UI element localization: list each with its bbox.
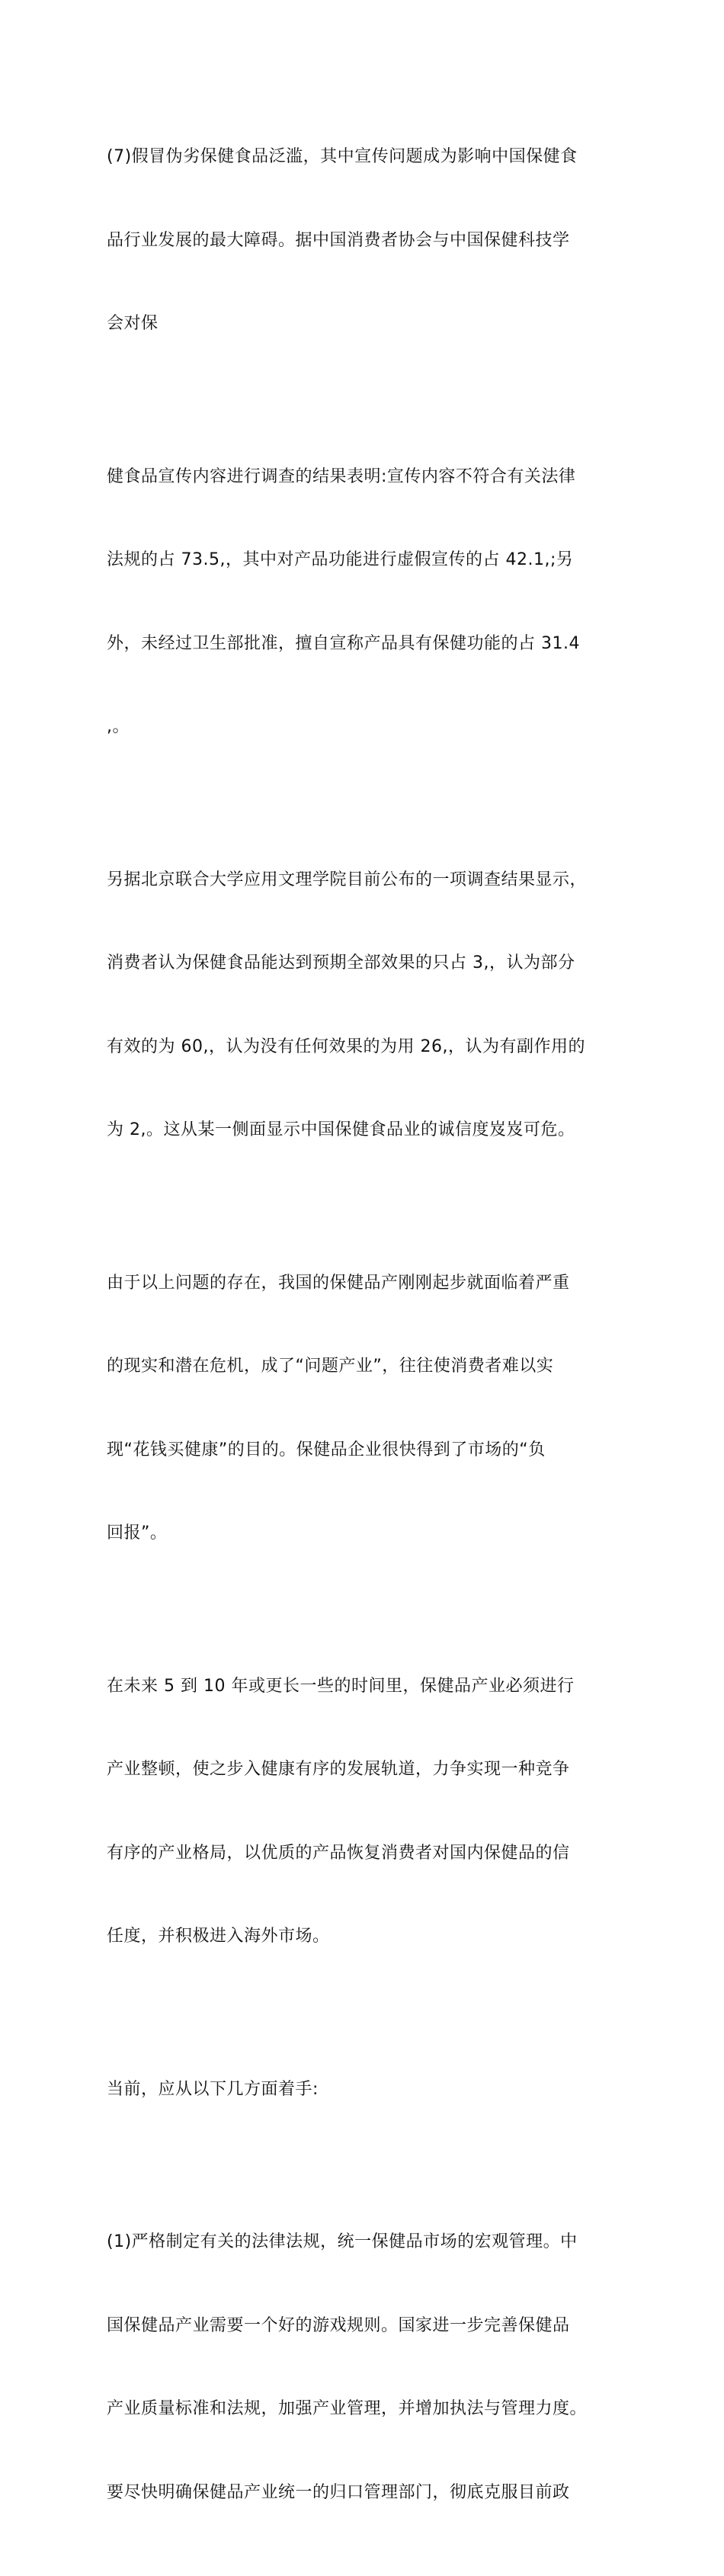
text-line: 消费者认为保健食品能达到预期全部效果的只占 3,，认为部分	[107, 953, 575, 972]
text-line: 国保健品产业需要一个好的游戏规则。国家进一步完善保健品	[107, 2315, 570, 2335]
text-line: 另据北京联合大学应用文理学院目前公布的一项调查结果显示，	[107, 870, 588, 889]
text-line: (1)严格制定有关的法律法规，统一保健品市场的宏观管理。中	[107, 2232, 578, 2251]
text-line: 外，未经过卫生部批准，擅自宣称产品具有保健功能的占 31.4	[107, 633, 580, 653]
text-line: 产业质量标准和法规，加强产业管理，并增加执法与管理力度。	[107, 2399, 588, 2418]
paragraph-5	[107, 1617, 619, 2007]
text-line: 由于以上问题的存在，我国的保健品产刚刚起步就面临着严重	[107, 1273, 570, 1293]
text-line: 现“花钱买健康”的目的。保健品企业很快得到了市场的“负	[107, 1440, 546, 1459]
text-line: ,。	[107, 717, 130, 736]
text-line: 为 2,。这从某一侧面显示中国保健食品业的诚信度岌岌可危。	[107, 1120, 575, 1139]
text-line: 会对保	[107, 314, 159, 333]
paragraph-1	[107, 88, 619, 394]
text-line: 有效的为 60,，认为没有任何效果的为用 26,，认为有副作用的	[107, 1036, 585, 1056]
text-line: 的现实和潜在危机，成了“问题产业”，往往使消费者难以实	[107, 1357, 554, 1376]
paragraph-2	[107, 408, 619, 797]
paragraph-4	[107, 1214, 619, 1604]
text-line: (7)假冒伪劣保健食品泛滥，其中宣传问题成为影响中国保健食	[107, 147, 578, 166]
document-body	[107, 88, 619, 2576]
paragraph-6	[107, 2020, 619, 2160]
text-line: 健食品宣传内容进行调查的结果表明:宣传内容不符合有关法律	[107, 466, 576, 486]
paragraph-3	[107, 811, 619, 1200]
text-line: 产业整顿，使之步入健康有序的发展轨道，力争实现一种竞争	[107, 1760, 570, 1779]
text-line: 当前，应从以下几方面着手:	[107, 2079, 319, 2099]
text-line: 在未来 5 到 10 年或更长一些的时间里，保健品产业必须进行	[107, 1676, 575, 1696]
text-line: 法规的占 73.5,，其中对产品功能进行虚假宣传的占 42.1,;另	[107, 550, 574, 569]
text-line: 要尽快明确保健品产业统一的归口管理部门，彻底克服目前政	[107, 2482, 570, 2502]
text-line: 有序的产业格局，以优质的产品恢复消费者对国内保健品的信	[107, 1843, 570, 1863]
text-line: 品行业发展的最大障碍。据中国消费者协会与中国保健科技学	[107, 230, 570, 250]
paragraph-7	[107, 2173, 619, 2562]
text-line: 回报”。	[107, 1523, 168, 1543]
text-line: 任度，并积极进入海外市场。	[107, 1927, 330, 1946]
